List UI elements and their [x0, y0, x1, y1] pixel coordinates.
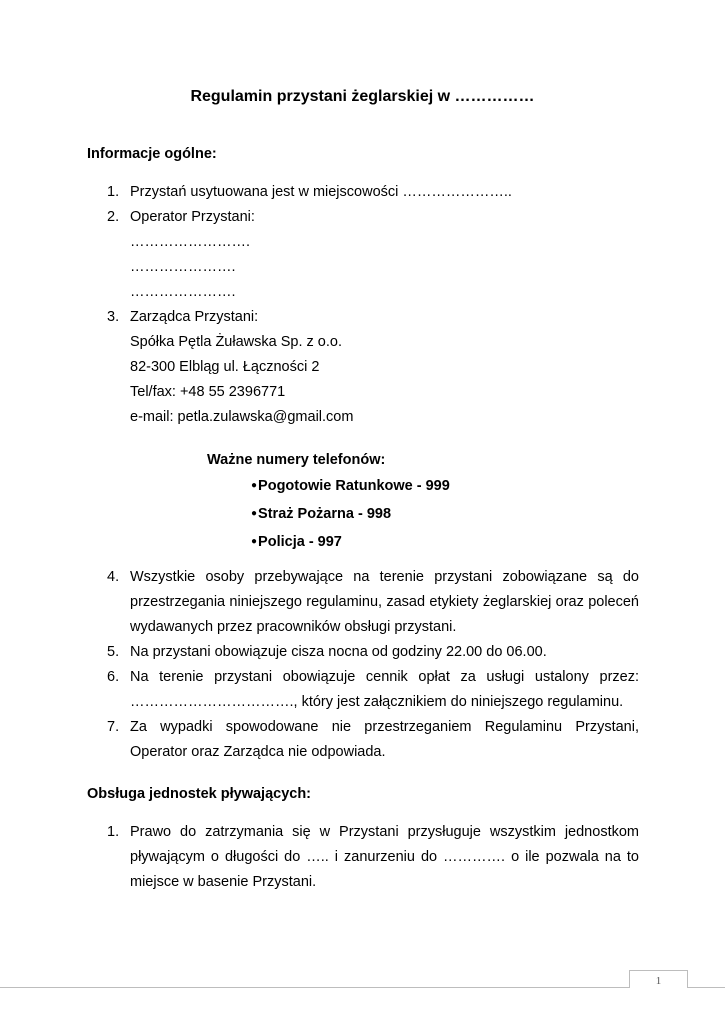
item-line: e-mail: petla.zulawska@gmail.com: [130, 409, 354, 425]
list-item: [87, 820, 639, 895]
phone-text: Pogotowie Ratunkowe - 999: [258, 478, 450, 494]
item-text: Za wypadki spowodowane nie przestrzeganiem Regulaminu Przystani, Operator oraz Zarządca nie odpowiada.: [130, 719, 639, 760]
phone-item: [207, 501, 450, 529]
list-item: [87, 565, 639, 640]
bullet-icon: ●: [251, 508, 258, 519]
bullet-icon: ●: [251, 536, 258, 547]
item-number: 1.: [107, 824, 120, 840]
list-item: [87, 305, 639, 430]
general-list: [87, 180, 639, 430]
item-line: Spółka Pętla Żuławska Sp. z o.o.: [130, 334, 342, 350]
item-number: 4.: [107, 569, 120, 585]
section-heading-vessels: Obsługa jednostek pływających:: [87, 786, 312, 802]
phone-item: [207, 529, 450, 557]
phone-text: Straż Pożarna - 998: [258, 506, 392, 522]
item-number: 2.: [107, 209, 120, 225]
item-line: 82-300 Elbląg ul. Łączności 2: [130, 359, 320, 375]
item-line: ………………….: [130, 259, 236, 275]
bullet-icon: ●: [251, 480, 258, 491]
general-list-continued: [87, 565, 639, 765]
phone-numbers-block: [207, 447, 450, 557]
item-text: Na przystani obowiązuje cisza nocna od godziny 22.00 do 06.00.: [130, 644, 547, 660]
item-line: …………………….: [130, 234, 251, 250]
item-number: 1.: [107, 184, 120, 200]
document-title: Regulamin przystani żeglarskiej w ……………: [190, 88, 535, 105]
item-text: Wszystkie osoby przebywające na terenie przystani zobowiązane są do przestrzegania niniejszego regulaminu, zasad etykiety żeglarskiej oraz poleceń wydawanych przez pracowników obsługi przystani.: [130, 569, 639, 635]
item-text: Prawo do zatrzymania się w Przystani przysługuje wszystkim jednostkom pływającym o długości do ….. i zanurzeniu do …………. o ile pozwala na to miejsce w basenie Przystani.: [130, 824, 639, 890]
item-number: 6.: [107, 669, 120, 685]
item-text: Na terenie przystani obowiązuje cennik opłat za usługi ustalony przez: ……………………………., który jest załącznikiem do niniejszego regulaminu.: [130, 669, 639, 710]
list-item: [87, 205, 639, 305]
list-item: [87, 640, 639, 665]
page-number: 1: [629, 970, 688, 988]
item-line: Operator Przystani:: [130, 209, 255, 225]
item-line: Zarządca Przystani:: [130, 309, 259, 325]
vessels-list: [87, 820, 639, 895]
phone-text: Policja - 997: [258, 534, 342, 550]
item-line: Tel/fax: +48 55 2396771: [130, 384, 286, 400]
list-item: [87, 665, 639, 715]
phone-numbers-label: Ważne numery telefonów:: [207, 452, 386, 468]
footer-divider: [0, 987, 725, 988]
item-number: 3.: [107, 309, 120, 325]
section-heading-general: Informacje ogólne:: [87, 146, 217, 162]
list-item: [87, 180, 639, 205]
item-line: ………………….: [130, 284, 236, 300]
phone-item: [207, 473, 450, 501]
item-line: Przystań usytuowana jest w miejscowości …………………..: [130, 184, 512, 200]
item-number: 7.: [107, 719, 120, 735]
item-number: 5.: [107, 644, 120, 660]
list-item: [87, 715, 639, 765]
